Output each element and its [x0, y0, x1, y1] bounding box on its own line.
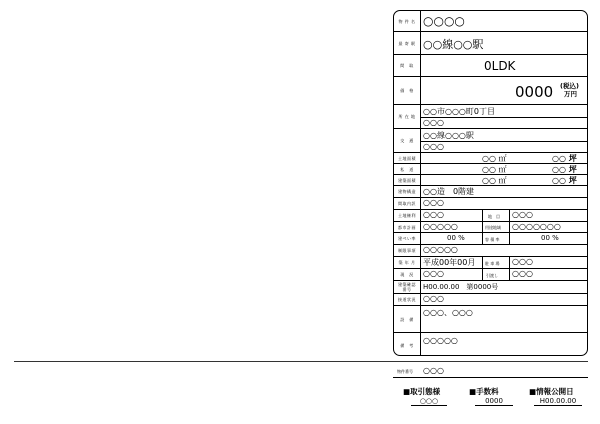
col-divider [482, 257, 483, 268]
label-status: 現 況 [394, 269, 421, 280]
row-price [394, 77, 587, 105]
value-land-right: ○○○ [423, 210, 444, 219]
divider-line [14, 361, 393, 362]
label-parking: 駐 車 場 [485, 261, 500, 266]
value-land-category: ○○○ [512, 210, 533, 219]
value-handover: ○○○ [512, 269, 533, 278]
label-land-right: 土地権利 [394, 210, 421, 221]
row-land-right [394, 210, 587, 222]
row-bcr [394, 233, 587, 245]
value-land-area-tsubo: ○○ 坪 [552, 154, 577, 163]
label-details: 間取内訳 [394, 198, 421, 209]
property-sheet [393, 10, 588, 356]
label-private: 私 道 [394, 164, 421, 174]
col-divider [509, 257, 510, 268]
col-divider [509, 269, 510, 280]
value-far: 00 % [541, 234, 559, 242]
row-city-plan [394, 222, 587, 233]
value-bcr: 00 % [447, 234, 465, 242]
label-far: 容 積 率 [485, 237, 500, 242]
col-divider [482, 233, 483, 244]
row-name [394, 11, 587, 32]
label-city-plan: 都市計画 [394, 222, 421, 232]
label-structure: 建物構造 [394, 186, 421, 197]
label-equipment: 設 備 [394, 306, 421, 332]
row-land-area [394, 153, 587, 164]
row-structure [394, 186, 587, 198]
sub-divider [420, 141, 587, 142]
value-parking: ○○○ [512, 257, 533, 266]
label-building-area: 建築面積 [394, 175, 421, 185]
label-land-category: 地 目 [488, 214, 500, 219]
row-confirm [394, 281, 587, 294]
value-restriction: ○○○○○ [423, 245, 458, 254]
label-land-area: 土地面積 [394, 153, 421, 163]
col-divider [482, 222, 483, 232]
row-station [394, 32, 587, 55]
value-traffic-1: ○○線○○○駅 [423, 131, 474, 140]
value-name: ○○○○ [423, 14, 465, 28]
label-restriction: 制限事項 [394, 245, 421, 256]
label-confirm: 建築確認 番号 [394, 281, 421, 293]
footer-divider [393, 377, 588, 378]
value-land-area: ○○ ㎡ [482, 154, 507, 163]
value-private: ○○ ㎡ [482, 165, 507, 174]
value-structure: ○○造 0階建 [423, 187, 475, 196]
value-built: 平成00年00月 [423, 258, 476, 267]
row-road [394, 294, 587, 306]
value-address-2: ○○○ [423, 118, 444, 127]
value-station: ○○線○○駅 [423, 38, 484, 51]
heading-publish-date: ■情報公開日 [529, 387, 574, 396]
value-confirm: H00.00.00 第0000号 [423, 283, 499, 291]
value-road: ○○○ [423, 294, 444, 303]
footer [393, 361, 588, 415]
col-divider [509, 233, 510, 244]
value-use-zone: ○○○○○○○ [512, 222, 561, 231]
col-divider [482, 269, 483, 280]
label-traffic: 交 通 [394, 129, 421, 152]
row-equipment [394, 306, 587, 333]
price-unit-man: 万円 [564, 90, 577, 98]
label-station: 最 寄 駅 [394, 32, 421, 54]
label-handover: 引渡し [486, 273, 498, 278]
col-divider [509, 210, 510, 221]
value-address-1: ○○市○○○町0丁目 [423, 107, 495, 116]
row-building-area [394, 175, 587, 186]
value-building-area-tsubo: ○○ 坪 [552, 176, 577, 185]
row-address [394, 105, 587, 129]
label-name: 物 件 名 [394, 11, 421, 31]
row-restriction [394, 245, 587, 257]
row-layout [394, 55, 587, 77]
label-layout: 間 取 [394, 55, 421, 76]
value-city-plan: ○○○○○ [423, 222, 458, 231]
value-price: 0000 [515, 83, 554, 101]
label-address: 所 在 地 [394, 105, 421, 128]
label-bcr: 建ぺい率 [394, 233, 421, 244]
label-property-no: 物件番号 [397, 369, 413, 374]
row-status [394, 269, 587, 281]
label-use-zone: 用途地域 [485, 225, 501, 230]
value-equipment: ○○○、○○○ [423, 308, 473, 317]
label-road: 接道状況 [394, 294, 421, 305]
value-layout: 0LDK [484, 59, 516, 73]
label-remarks: 備 考 [394, 333, 421, 356]
value-details: ○○○ [423, 198, 444, 207]
value-property-no: ○○○ [423, 366, 444, 375]
row-remarks [394, 333, 587, 356]
col-divider [482, 210, 483, 221]
col-divider [509, 222, 510, 232]
row-details [394, 198, 587, 210]
sub-divider [420, 117, 587, 118]
value-private-tsubo: ○○ 坪 [552, 165, 577, 174]
label-built: 築 年 月 [394, 257, 421, 268]
label-price: 価 格 [394, 77, 421, 104]
value-building-area: ○○ ㎡ [482, 176, 507, 185]
value-commission: 0000 [475, 397, 513, 406]
row-private [394, 164, 587, 175]
value-publish-date: H00.00.00 [534, 397, 582, 406]
heading-commission: ■手数料 [469, 387, 499, 396]
value-transaction-type: ○○○ [411, 397, 447, 406]
value-remarks: ○○○○○ [423, 336, 458, 345]
value-traffic-2: ○○○ [423, 142, 444, 151]
price-unit-tax: (税込) [560, 82, 579, 90]
row-built [394, 257, 587, 269]
heading-transaction-type: ■取引態様 [403, 387, 441, 396]
row-traffic [394, 129, 587, 153]
value-status: ○○○ [423, 269, 444, 278]
